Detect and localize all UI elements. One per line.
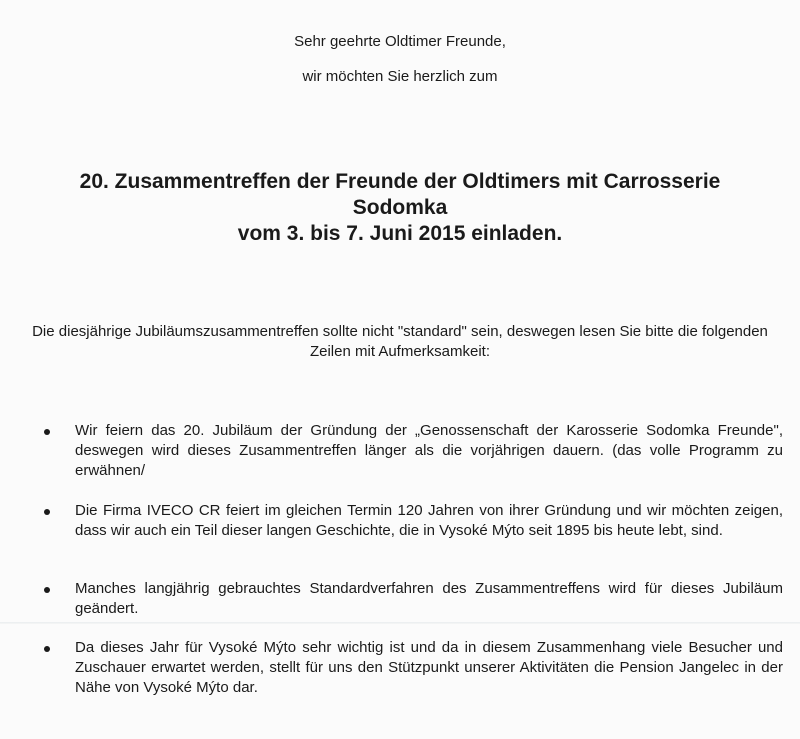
event-title-line-3: vom 3. bis 7. Juni 2015 einladen. [237,222,563,245]
scan-fold-line [0,622,800,624]
bullet-dot-icon [44,587,50,593]
list-item-text: Manches langjährig gebrauchtes Standardverfahren des Zusammentreffens wird für dieses Jubiläum geändert. [75,580,783,617]
bullet-dot-icon [44,646,50,652]
greeting-salutation: Sehr geehrte Oldtimer Freunde, [294,33,506,50]
event-title-line-1: 20. Zusammentreffen der Freunde der Oldtimers mit Carrosserie [79,170,721,193]
event-title-line-2: Sodomka [352,196,448,219]
bullet-dot-icon [44,429,50,435]
event-title [0,169,800,247]
list-item-text: Die Firma IVECO CR feiert im gleichen Termin 120 Jahren von ihrer Gründung und wir möchten zeigen, dass wir auch ein Teil dieser langen Geschichte, die in Vysoké Mýto seit 1895 bis heute lebt, sind. [75,502,783,539]
bullet-dot-icon [44,509,50,515]
list-item-text: Da dieses Jahr für Vysoké Mýto sehr wichtig ist und da in diesem Zusammenhang viele Besucher und Zuschauer erwartet werden, stellt für uns den Stützpunkt unserer Aktivitäten die Pension Jangelec in der Nähe von Vysoké Mýto dar. [75,639,783,696]
list-item-text: Wir feiern das 20. Jubiläum der Gründung der „Genossenschaft der Karosserie Sodomka Freunde", deswegen wird dieses Zusammentreffen länger als die vorjährigen dauern. (das volle Programm zu erwähnen/ [75,422,783,479]
intro-paragraph: Die diesjährige Jubiläumszusammentreffen sollte nicht "standard" sein, deswegen lesen Sie bitte die folgenden Zeilen mit Aufmerksamkeit: [32,323,768,360]
greeting-invitation: wir möchten Sie herzlich zum [302,68,498,85]
